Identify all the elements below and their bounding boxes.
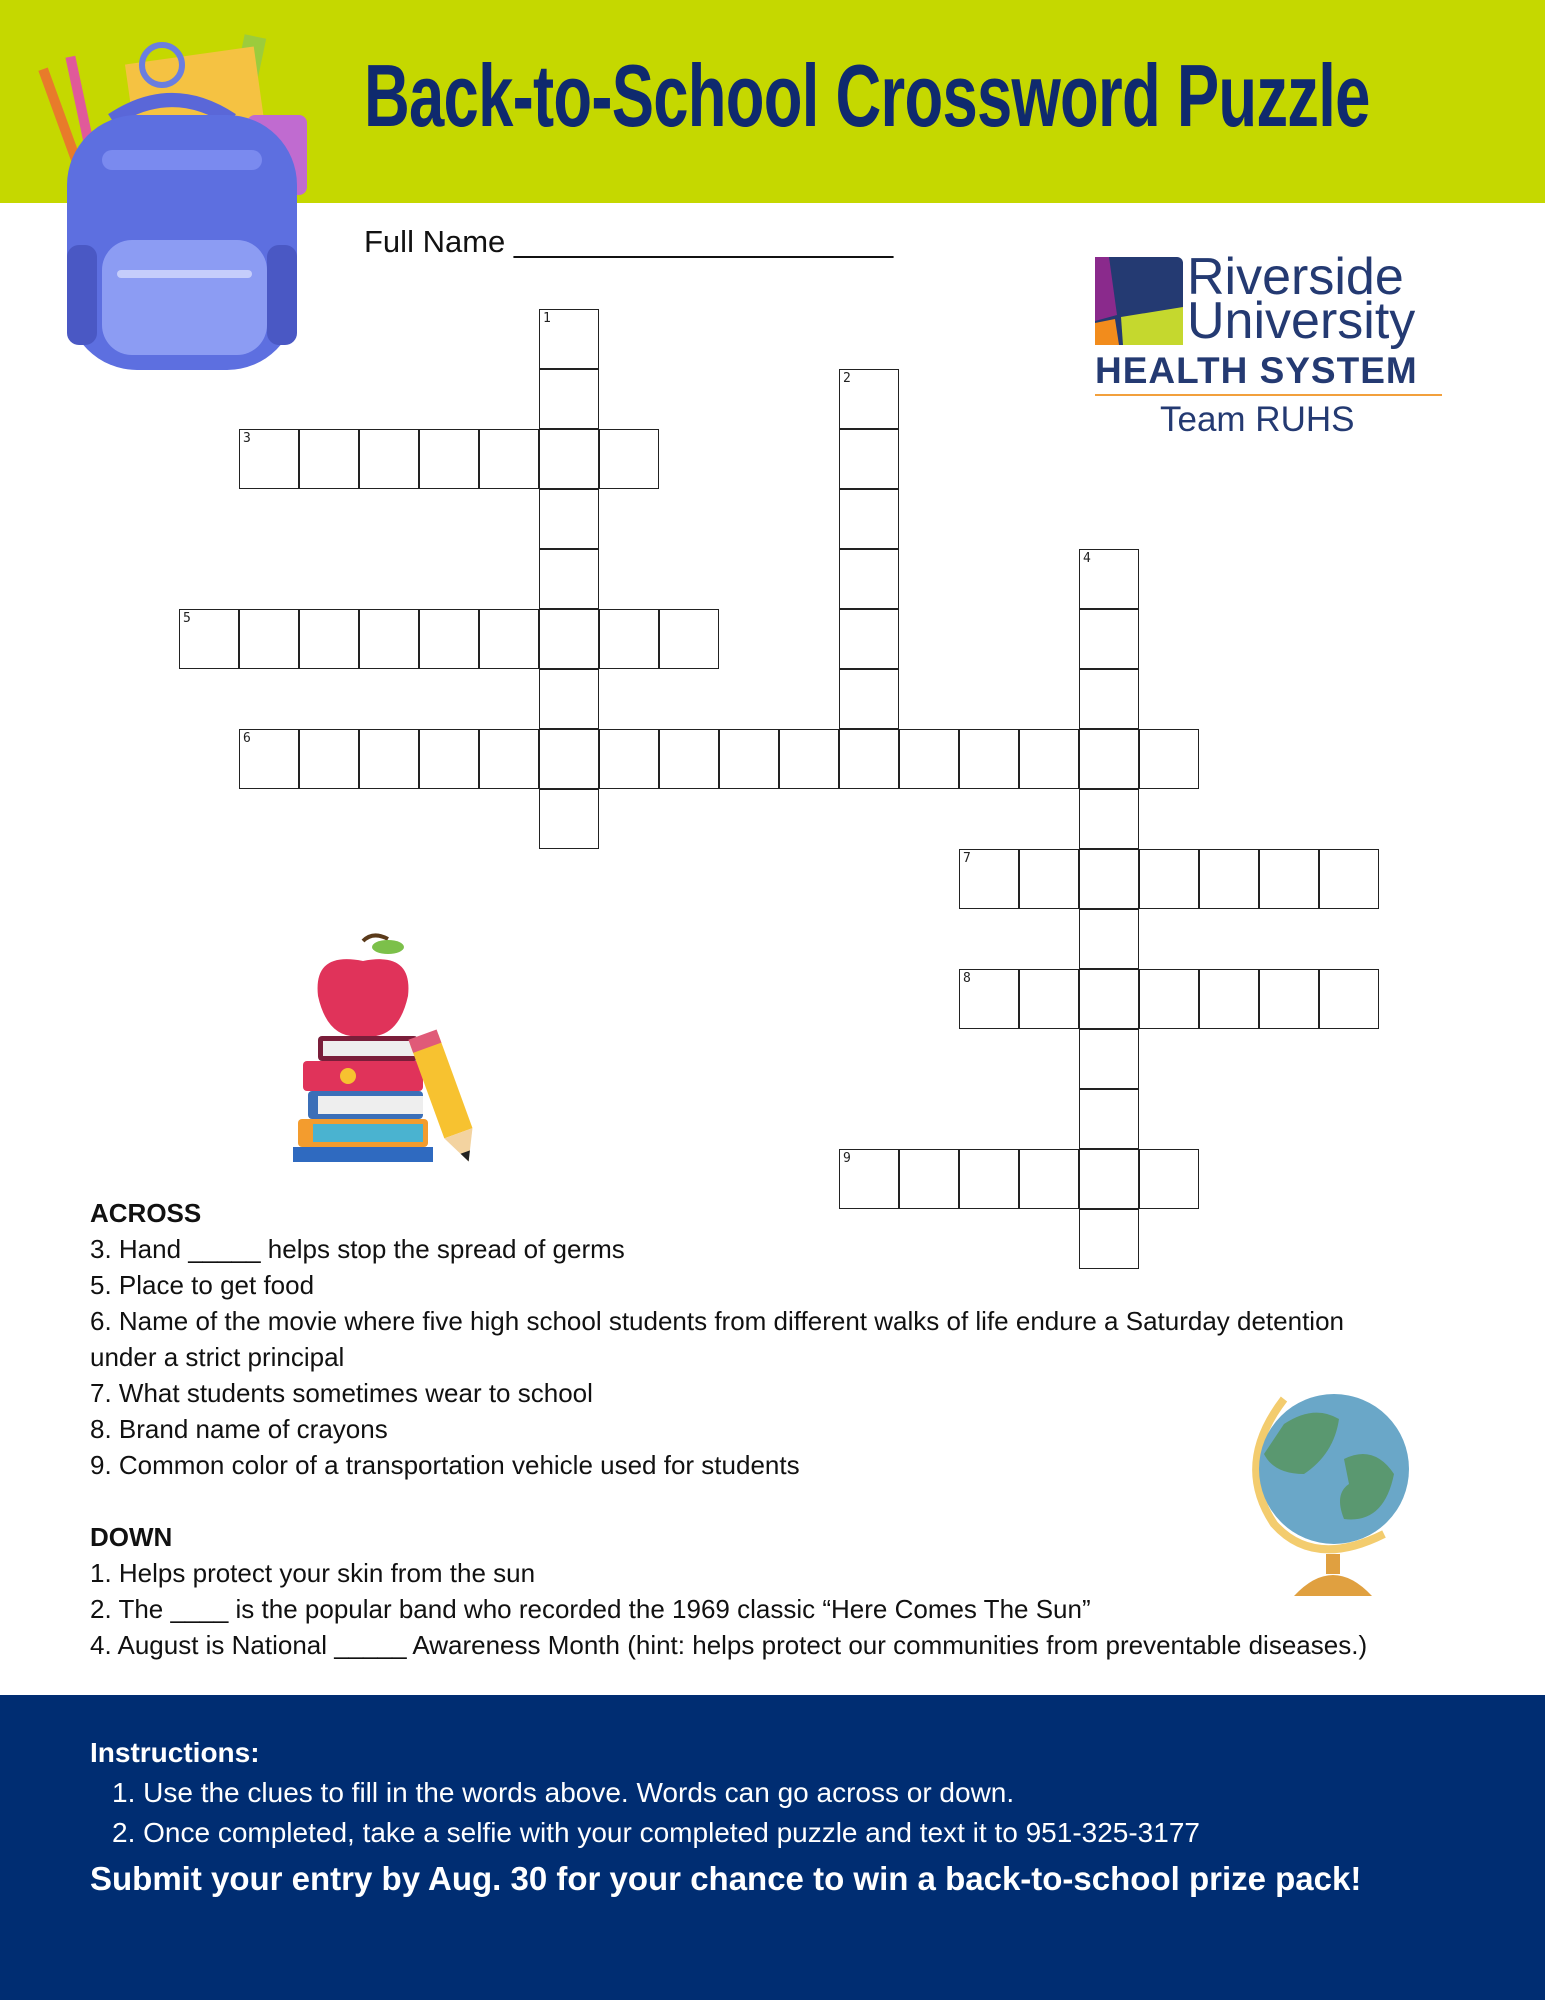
across-clue: 8. Brand name of crayons	[90, 1414, 388, 1444]
logo-health-system: HEALTH SYSTEM	[1095, 350, 1418, 391]
crossword-cell[interactable]	[419, 429, 479, 489]
full-name-label: Full Name	[364, 224, 506, 259]
crossword-cell[interactable]	[239, 609, 299, 669]
crossword-cell[interactable]	[1019, 969, 1079, 1029]
crossword-cell[interactable]	[359, 429, 419, 489]
crossword-cell[interactable]	[239, 429, 299, 489]
crossword-cell[interactable]	[539, 549, 599, 609]
crossword-cell[interactable]	[539, 489, 599, 549]
clues-section	[90, 1195, 1367, 1663]
across-clue: 7. What students sometimes wear to school	[90, 1378, 593, 1408]
crossword-cell[interactable]	[839, 729, 899, 789]
crossword-cell[interactable]	[1079, 669, 1139, 729]
full-name-line[interactable]: ______________________	[513, 224, 894, 259]
crossword-cell[interactable]	[539, 669, 599, 729]
crossword-cell[interactable]	[659, 609, 719, 669]
crossword-cell[interactable]	[359, 729, 419, 789]
crossword-cell[interactable]	[1199, 849, 1259, 909]
submit-callout: Submit your entry by Aug. 30 for your chance to win a back-to-school prize pack!	[90, 1860, 1362, 1897]
crossword-cell[interactable]	[539, 789, 599, 849]
down-clue: 4. August is National _____ Awareness Month (hint: helps protect our communities from preventable diseases.)	[90, 1630, 1368, 1660]
crossword-cell[interactable]	[839, 489, 899, 549]
apple-books-icon	[293, 931, 483, 1171]
crossword-cell[interactable]	[299, 729, 359, 789]
crossword-cell[interactable]	[539, 609, 599, 669]
clue-number: 6	[243, 731, 251, 746]
crossword-cell[interactable]	[479, 609, 539, 669]
crossword-cell[interactable]	[1259, 969, 1319, 1029]
crossword-cell[interactable]	[1079, 1089, 1139, 1149]
crossword-cell[interactable]	[1079, 969, 1139, 1029]
crossword-cell[interactable]	[1079, 789, 1139, 849]
crossword-cell[interactable]	[1199, 969, 1259, 1029]
across-clue-continued: under a strict principal	[90, 1342, 345, 1372]
across-clue: 5. Place to get food	[90, 1270, 315, 1300]
crossword-cell[interactable]	[539, 729, 599, 789]
crossword-cell[interactable]	[539, 369, 599, 429]
clue-number: 8	[963, 971, 971, 986]
crossword-cell[interactable]	[839, 549, 899, 609]
crossword-cell[interactable]	[599, 729, 659, 789]
crossword-cell[interactable]	[659, 729, 719, 789]
across-clue: 3. Hand _____ helps stop the spread of germs	[90, 1234, 625, 1264]
logo-divider	[1095, 394, 1442, 396]
crossword-cell[interactable]	[1139, 969, 1199, 1029]
crossword-cell[interactable]	[1079, 1029, 1139, 1089]
clue-number: 2	[843, 371, 851, 386]
crossword-cell[interactable]	[839, 369, 899, 429]
crossword-cell[interactable]	[599, 429, 659, 489]
logo-team-ruhs: Team RUHS	[1160, 400, 1355, 439]
crossword-cell[interactable]	[1319, 849, 1379, 909]
clue-number: 7	[963, 851, 971, 866]
crossword-cell[interactable]	[479, 729, 539, 789]
crossword-cell[interactable]	[1019, 729, 1079, 789]
instruction-item: 1. Use the clues to fill in the words above. Words can go across or down.	[112, 1777, 1015, 1808]
crossword-cell[interactable]	[479, 429, 539, 489]
crossword-cell[interactable]	[1319, 969, 1379, 1029]
crossword-cell[interactable]	[1079, 849, 1139, 909]
crossword-cell[interactable]	[299, 429, 359, 489]
crossword-cell[interactable]	[419, 609, 479, 669]
instructions-heading: Instructions:	[90, 1737, 260, 1768]
crossword-cell[interactable]	[1139, 729, 1199, 789]
crossword-cell[interactable]	[1079, 549, 1139, 609]
crossword-cell[interactable]	[959, 849, 1019, 909]
crossword-cell[interactable]	[419, 729, 479, 789]
crossword-cell[interactable]	[239, 729, 299, 789]
clue-number: 5	[183, 611, 191, 626]
crossword-cell[interactable]	[839, 429, 899, 489]
crossword-cell[interactable]	[839, 669, 899, 729]
crossword-cell[interactable]	[359, 609, 419, 669]
backpack-icon	[22, 25, 322, 375]
crossword-cell[interactable]	[719, 729, 779, 789]
crossword-cell[interactable]	[1139, 849, 1199, 909]
down-clue: 2. The ____ is the popular band who recorded the 1969 classic “Here Comes The Sun”	[90, 1594, 1091, 1624]
crossword-cell[interactable]	[179, 609, 239, 669]
across-clue: 9. Common color of a transportation vehicle used for students	[90, 1450, 800, 1480]
crossword-cell[interactable]	[1079, 909, 1139, 969]
ruhs-logo	[1095, 248, 1450, 445]
crossword-cell[interactable]	[779, 729, 839, 789]
full-name-field[interactable]	[364, 224, 893, 260]
crossword-cell[interactable]	[959, 969, 1019, 1029]
across-clue: 6. Name of the movie where five high school students from different walks of life endure a Saturday detention	[90, 1306, 1344, 1336]
crossword-cell[interactable]	[899, 729, 959, 789]
clue-number: 4	[1083, 551, 1091, 566]
crossword-cell[interactable]	[1079, 729, 1139, 789]
crossword-cell[interactable]	[1079, 609, 1139, 669]
crossword-cell[interactable]	[539, 309, 599, 369]
instructions-footer	[0, 1695, 1545, 2000]
crossword-cell[interactable]	[539, 429, 599, 489]
instruction-item: 2. Once completed, take a selfie with your completed puzzle and text it to 951-325-3177	[112, 1817, 1200, 1848]
across-heading: ACROSS	[90, 1198, 202, 1228]
crossword-cell[interactable]	[959, 729, 1019, 789]
down-heading: DOWN	[90, 1522, 173, 1552]
crossword-cell[interactable]	[299, 609, 359, 669]
clue-number: 9	[843, 1151, 851, 1166]
page-title: Back-to-School Crossword Puzzle	[364, 46, 1370, 145]
crossword-cell[interactable]	[1259, 849, 1319, 909]
crossword-cell[interactable]	[1019, 849, 1079, 909]
crossword-cell[interactable]	[599, 609, 659, 669]
ruhs-logo-mark	[1095, 257, 1183, 345]
clue-number: 3	[243, 431, 251, 446]
crossword-cell[interactable]	[839, 609, 899, 669]
logo-riverside: Riverside	[1187, 248, 1404, 306]
logo-university: University	[1187, 292, 1416, 350]
clue-number: 1	[543, 311, 551, 326]
down-clue: 1. Helps protect your skin from the sun	[90, 1558, 536, 1588]
